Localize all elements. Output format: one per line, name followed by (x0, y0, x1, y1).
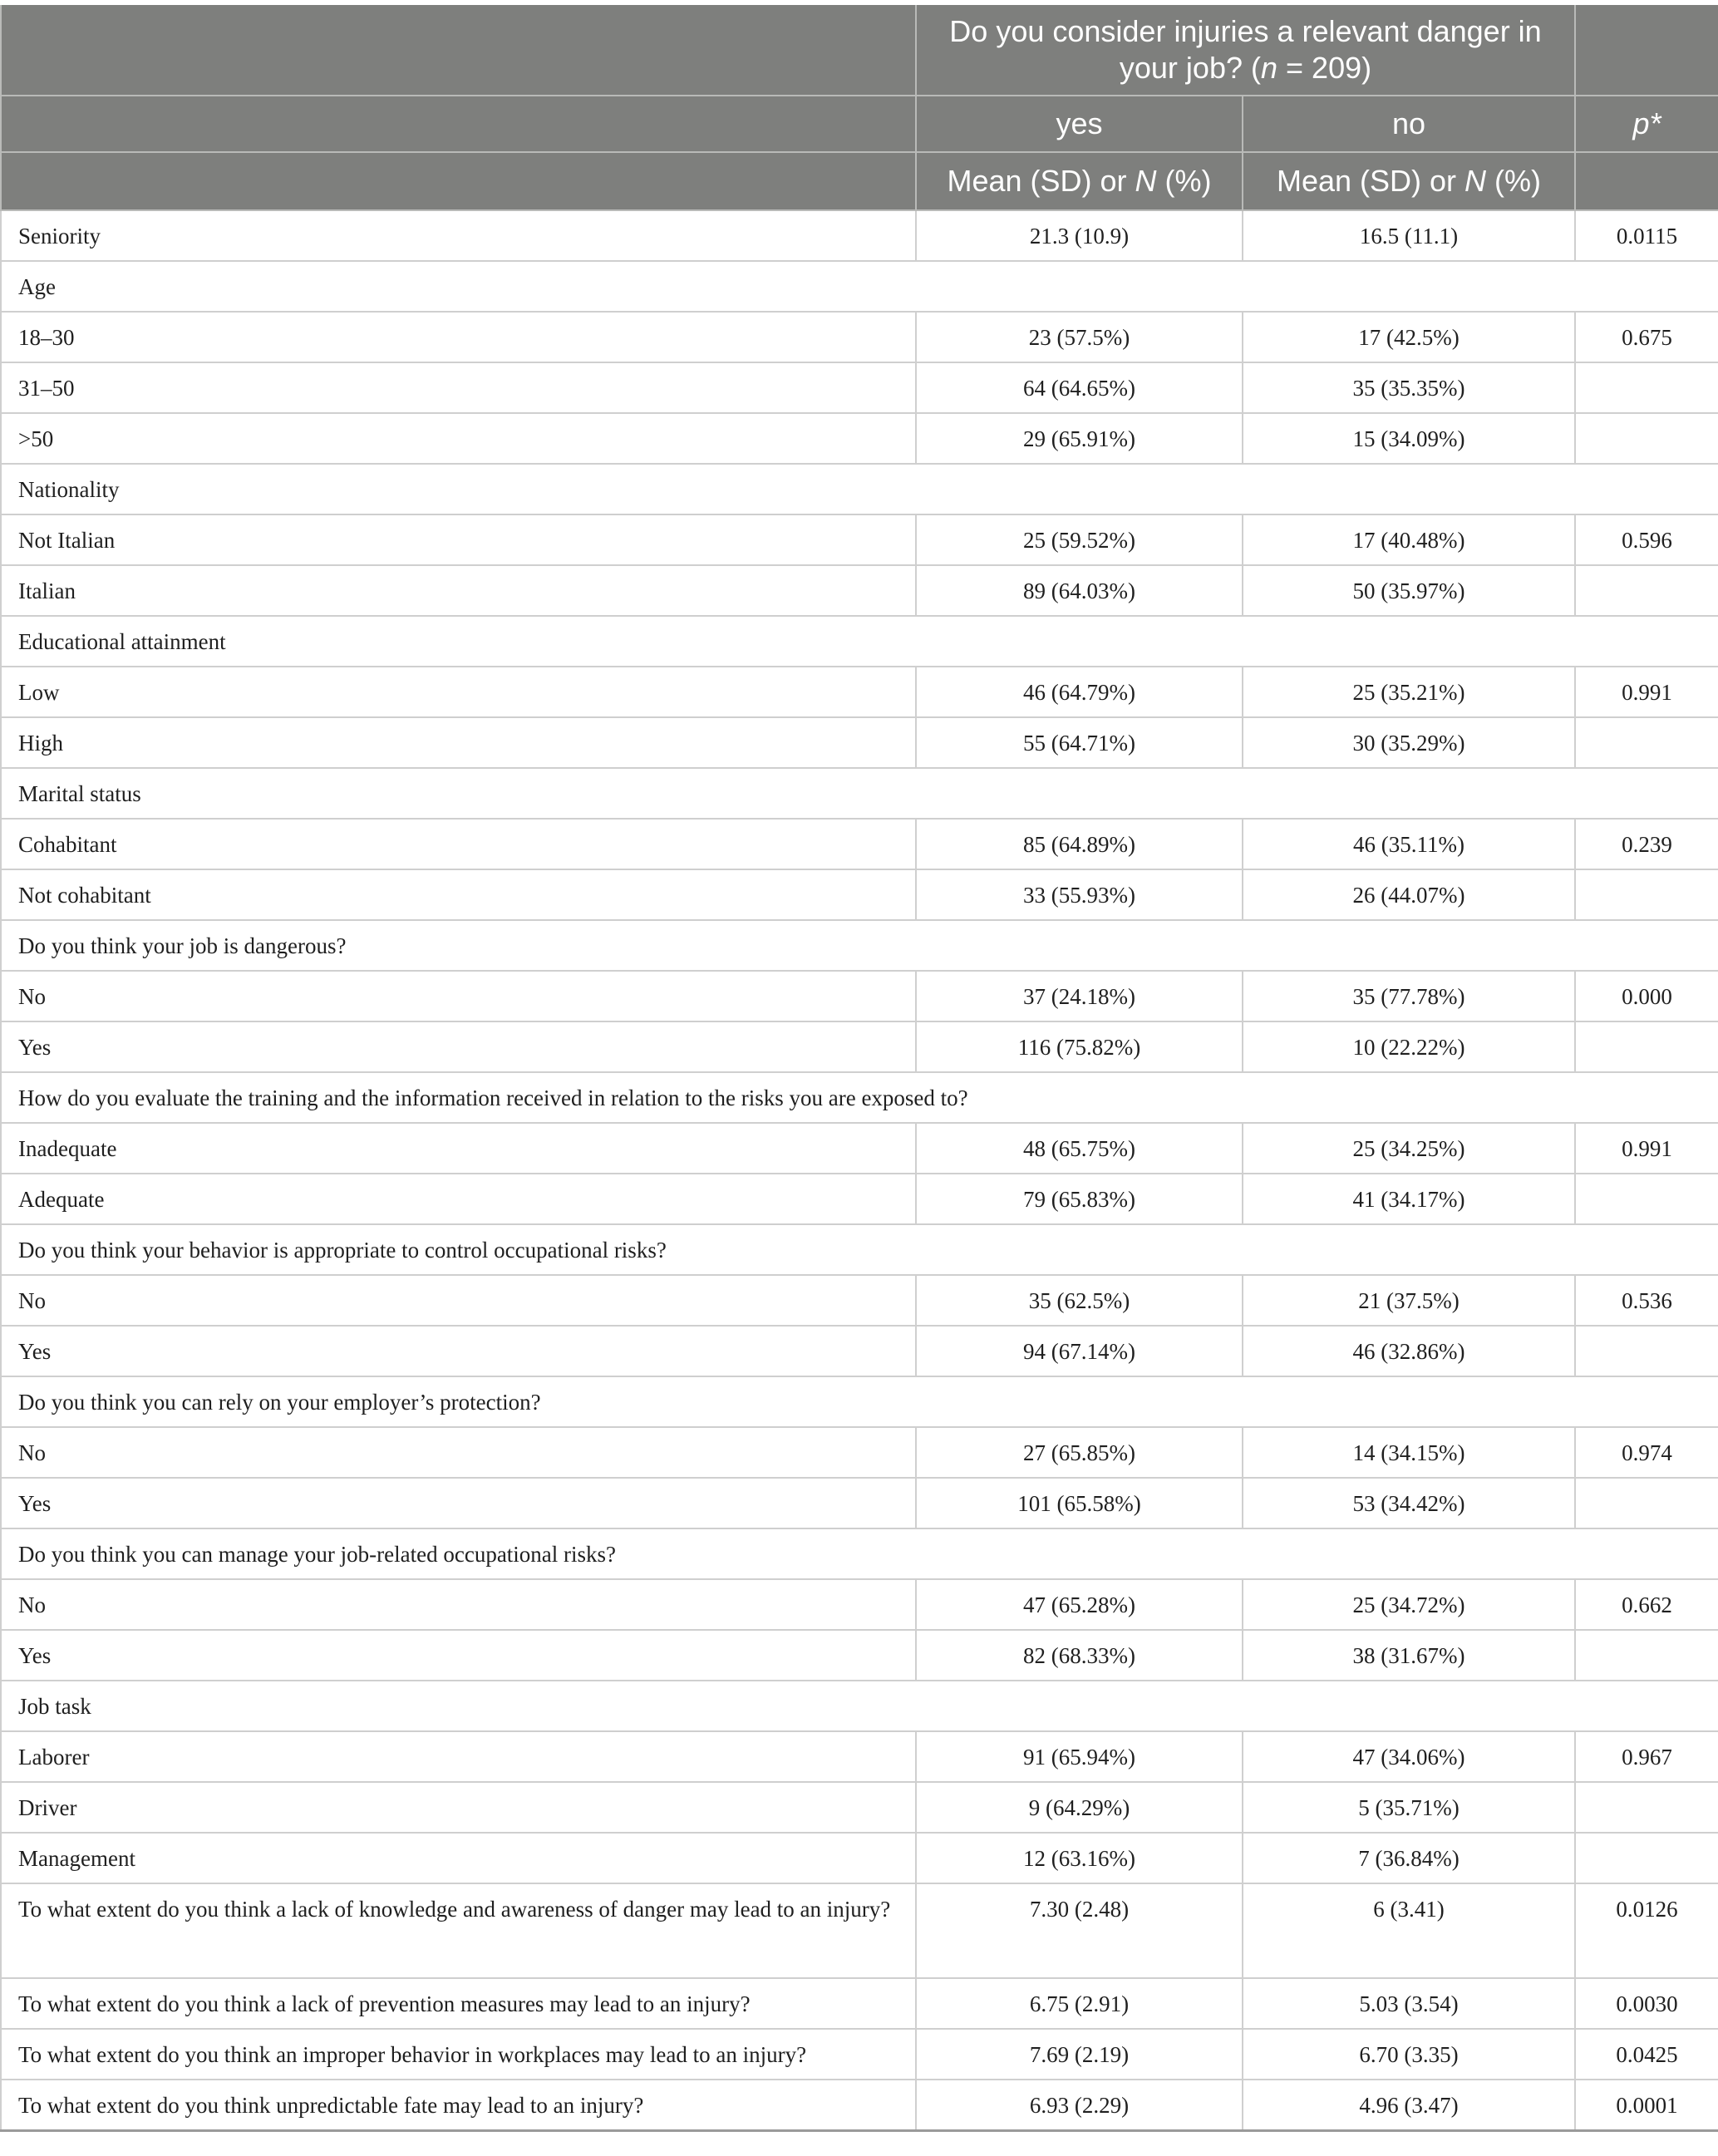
group-label: Age (1, 261, 1718, 312)
cell-no: 10 (22.22%) (1243, 1021, 1575, 1072)
group-label: Do you think your job is dangerous? (1, 920, 1718, 971)
cell-p (1575, 565, 1718, 616)
row-label: Cohabitant (1, 819, 916, 869)
table-row (1, 1782, 1718, 1833)
cell-p (1575, 717, 1718, 768)
group-label: Do you think you can rely on your employer’s protection? (1, 1376, 1718, 1427)
cell-no: 50 (35.97%) (1243, 565, 1575, 616)
group-label: How do you evaluate the training and the information received in relation to the risks you are exposed to? (1, 1072, 1718, 1123)
cell-no: 25 (34.25%) (1243, 1123, 1575, 1174)
cell-no: 46 (32.86%) (1243, 1326, 1575, 1376)
cell-yes: 79 (65.83%) (916, 1174, 1243, 1224)
cell-no: 7 (36.84%) (1243, 1833, 1575, 1883)
header-blank-2 (1, 96, 916, 152)
cell-p: 0.000 (1575, 971, 1718, 1021)
cell-p: 0.239 (1575, 819, 1718, 869)
group-row (1, 1528, 1718, 1579)
cell-yes: 55 (64.71%) (916, 717, 1243, 768)
cell-no: 46 (35.11%) (1243, 819, 1575, 869)
cell-yes: 91 (65.94%) (916, 1731, 1243, 1782)
cell-p: 0.967 (1575, 1731, 1718, 1782)
header-blank-4 (1575, 152, 1718, 210)
cell-p (1575, 1833, 1718, 1883)
cell-yes: 12 (63.16%) (916, 1833, 1243, 1883)
cell-yes: 7.69 (2.19) (916, 2029, 1243, 2080)
group-label: Nationality (1, 464, 1718, 514)
cell-p: 0.675 (1575, 312, 1718, 362)
cell-no: 26 (44.07%) (1243, 869, 1575, 920)
row-label: Yes (1, 1021, 916, 1072)
cell-p (1575, 1630, 1718, 1681)
cell-yes: 47 (65.28%) (916, 1579, 1243, 1630)
table-row (1, 514, 1718, 565)
row-label: To what extent do you think unpredictable fate may lead to an injury? (1, 2080, 916, 2131)
cell-p (1575, 413, 1718, 464)
table-row (1, 1478, 1718, 1528)
row-label: To what extent do you think a lack of knowledge and awareness of danger may lead to an injury? (1, 1883, 916, 1978)
cell-p (1575, 362, 1718, 413)
table-row (1, 1326, 1718, 1376)
cell-yes: 27 (65.85%) (916, 1427, 1243, 1478)
cell-no: 16.5 (11.1) (1243, 210, 1575, 261)
cell-yes: 23 (57.5%) (916, 312, 1243, 362)
group-label: Do you think you can manage your job-related occupational risks? (1, 1528, 1718, 1579)
cell-yes: 21.3 (10.9) (916, 210, 1243, 261)
cell-p (1575, 1478, 1718, 1528)
cell-no: 4.96 (3.47) (1243, 2080, 1575, 2131)
cell-no: 14 (34.15%) (1243, 1427, 1575, 1478)
cell-yes: 6.75 (2.91) (916, 1978, 1243, 2029)
cell-p (1575, 1174, 1718, 1224)
row-label: Yes (1, 1630, 916, 1681)
cell-p: 0.662 (1575, 1579, 1718, 1630)
table-row (1, 1883, 1718, 1978)
cell-p (1575, 869, 1718, 920)
cell-yes: 64 (64.65%) (916, 362, 1243, 413)
table-row (1, 1021, 1718, 1072)
group-row (1, 1072, 1718, 1123)
group-row (1, 920, 1718, 971)
group-row (1, 768, 1718, 819)
cell-yes: 85 (64.89%) (916, 819, 1243, 869)
row-label: Driver (1, 1782, 916, 1833)
table-row (1, 1978, 1718, 2029)
cell-p: 0.0425 (1575, 2029, 1718, 2080)
cell-p: 0.0001 (1575, 2080, 1718, 2131)
table-header (1, 5, 1718, 210)
cell-yes: 29 (65.91%) (916, 413, 1243, 464)
cell-p: 0.0115 (1575, 210, 1718, 261)
group-row (1, 261, 1718, 312)
cell-p (1575, 1021, 1718, 1072)
cell-yes: 116 (75.82%) (916, 1021, 1243, 1072)
cell-yes: 25 (59.52%) (916, 514, 1243, 565)
row-label: Laborer (1, 1731, 916, 1782)
table-row (1, 1275, 1718, 1326)
group-row (1, 616, 1718, 667)
header-sub-no: Mean (SD) or N (%) (1243, 152, 1575, 210)
table-row (1, 1630, 1718, 1681)
table-row (1, 565, 1718, 616)
cell-p: 0.991 (1575, 667, 1718, 717)
cell-yes: 48 (65.75%) (916, 1123, 1243, 1174)
cell-yes: 101 (65.58%) (916, 1478, 1243, 1528)
header-yes: yes (916, 96, 1243, 152)
table-row (1, 667, 1718, 717)
row-label: 31–50 (1, 362, 916, 413)
row-label: Management (1, 1833, 916, 1883)
row-label: Italian (1, 565, 916, 616)
table-row (1, 1731, 1718, 1782)
cell-p: 0.0030 (1575, 1978, 1718, 2029)
cell-no: 17 (42.5%) (1243, 312, 1575, 362)
table-row (1, 362, 1718, 413)
row-label: Adequate (1, 1174, 916, 1224)
cell-no: 41 (34.17%) (1243, 1174, 1575, 1224)
header-blank-3 (1, 152, 916, 210)
group-label: Do you think your behavior is appropriate to control occupational risks? (1, 1224, 1718, 1275)
row-label: No (1, 971, 916, 1021)
cell-p: 0.596 (1575, 514, 1718, 565)
cell-p (1575, 1326, 1718, 1376)
group-label: Marital status (1, 768, 1718, 819)
cell-no: 30 (35.29%) (1243, 717, 1575, 768)
group-row (1, 464, 1718, 514)
row-label: Yes (1, 1326, 916, 1376)
cell-yes: 46 (64.79%) (916, 667, 1243, 717)
row-label: To what extent do you think an improper behavior in workplaces may lead to an injury? (1, 2029, 916, 2080)
cell-no: 6 (3.41) (1243, 1883, 1575, 1978)
table-row (1, 413, 1718, 464)
cell-p (1575, 1782, 1718, 1833)
row-label: 18–30 (1, 312, 916, 362)
group-label: Job task (1, 1681, 1718, 1731)
cell-no: 25 (35.21%) (1243, 667, 1575, 717)
cell-yes: 89 (64.03%) (916, 565, 1243, 616)
table-row (1, 1174, 1718, 1224)
cell-yes: 7.30 (2.48) (916, 1883, 1243, 1978)
cell-yes: 35 (62.5%) (916, 1275, 1243, 1326)
row-label: No (1, 1579, 916, 1630)
header-blank-right (1575, 5, 1718, 96)
table-row (1, 717, 1718, 768)
table-row (1, 869, 1718, 920)
group-row (1, 1681, 1718, 1731)
row-label: Seniority (1, 210, 916, 261)
cell-p: 0.974 (1575, 1427, 1718, 1478)
header-blank (1, 5, 916, 96)
results-table (0, 5, 1718, 2132)
table-row (1, 312, 1718, 362)
cell-no: 21 (37.5%) (1243, 1275, 1575, 1326)
table-row (1, 1579, 1718, 1630)
cell-p: 0.0126 (1575, 1883, 1718, 1978)
table-row (1, 210, 1718, 261)
cell-no: 6.70 (3.35) (1243, 2029, 1575, 2080)
cell-no: 5.03 (3.54) (1243, 1978, 1575, 2029)
table-row (1, 2029, 1718, 2080)
cell-no: 17 (40.48%) (1243, 514, 1575, 565)
row-label: Low (1, 667, 916, 717)
group-label: Educational attainment (1, 616, 1718, 667)
cell-no: 38 (31.67%) (1243, 1630, 1575, 1681)
header-question: Do you consider injuries a relevant danger in your job? (n = 209) (916, 5, 1575, 96)
table-row (1, 1427, 1718, 1478)
header-no: no (1243, 96, 1575, 152)
row-label: No (1, 1427, 916, 1478)
cell-no: 35 (77.78%) (1243, 971, 1575, 1021)
cell-yes: 9 (64.29%) (916, 1782, 1243, 1833)
row-label: Inadequate (1, 1123, 916, 1174)
cell-yes: 33 (55.93%) (916, 869, 1243, 920)
group-row (1, 1224, 1718, 1275)
group-row (1, 1376, 1718, 1427)
table-row (1, 1123, 1718, 1174)
cell-no: 15 (34.09%) (1243, 413, 1575, 464)
cell-no: 5 (35.71%) (1243, 1782, 1575, 1833)
cell-yes: 94 (67.14%) (916, 1326, 1243, 1376)
cell-yes: 37 (24.18%) (916, 971, 1243, 1021)
row-label: No (1, 1275, 916, 1326)
row-label: High (1, 717, 916, 768)
cell-no: 35 (35.35%) (1243, 362, 1575, 413)
header-sub-yes: Mean (SD) or N (%) (916, 152, 1243, 210)
cell-no: 47 (34.06%) (1243, 1731, 1575, 1782)
header-p: p* (1575, 96, 1718, 152)
table-row (1, 1833, 1718, 1883)
row-label: Not Italian (1, 514, 916, 565)
table-row (1, 2080, 1718, 2131)
row-label: >50 (1, 413, 916, 464)
table-row (1, 971, 1718, 1021)
cell-yes: 82 (68.33%) (916, 1630, 1243, 1681)
row-label: Not cohabitant (1, 869, 916, 920)
cell-no: 53 (34.42%) (1243, 1478, 1575, 1528)
row-label: Yes (1, 1478, 916, 1528)
table-body (1, 210, 1718, 2131)
cell-no: 25 (34.72%) (1243, 1579, 1575, 1630)
cell-p: 0.536 (1575, 1275, 1718, 1326)
table-row (1, 819, 1718, 869)
cell-p: 0.991 (1575, 1123, 1718, 1174)
row-label: To what extent do you think a lack of prevention measures may lead to an injury? (1, 1978, 916, 2029)
cell-yes: 6.93 (2.29) (916, 2080, 1243, 2131)
